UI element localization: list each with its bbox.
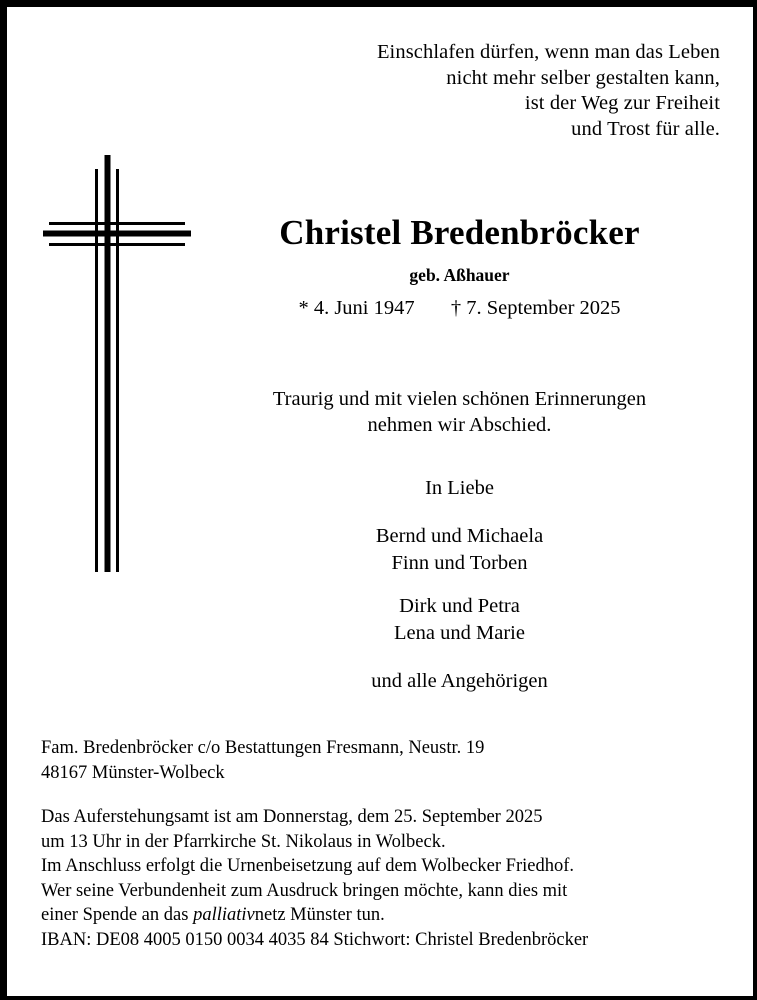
epigraph-verse [207,40,720,142]
mourner-group-1 [197,523,722,577]
donation-organisation-emphasis: palliativ [193,905,255,925]
obituary-notice-card [7,7,753,996]
death-symbol: † [450,297,462,319]
deceased-maiden-name: geb. Aßhauer [409,265,510,285]
service-line-2: um 13 Uhr in der Pfarrkirche St. Nikolaus in Wolbeck. [41,831,446,852]
donation-iban-line: IBAN: DE08 4005 0150 0034 4035 84 Stichwort: Christel Bredenbröcker [41,929,589,950]
farewell-message [197,387,722,438]
farewell-line-1: Traurig und mit vielen schönen Erinnerungen [272,388,647,410]
epigraph-line-1: Einschlafen dürfen, wenn man das Leben [376,41,720,63]
life-dates [197,295,722,321]
mourner-line-1: Bernd und Michaela [375,525,544,547]
deceased-identity [197,212,722,321]
mourner-line-4: Lena und Marie [394,622,525,644]
deceased-name: Christel Bredenbröcker [279,213,640,252]
epigraph-line-2: nicht mehr selber gestalten kann, [446,66,720,89]
service-line-5 [41,903,731,928]
birth-date: 4. Juni 1947 [313,297,415,319]
donation-text-suffix: netz Münster tun. [254,905,385,925]
contact-line-2: 48167 Münster-Wolbeck [41,762,225,783]
mourner-line-2: Finn und Torben [391,552,528,574]
christian-cross-icon [41,147,197,572]
epigraph-line-3: ist der Weg zur Freiheit [524,92,720,114]
farewell-line-2: nehmen wir Abschied. [367,413,552,436]
birth-symbol: * [298,297,309,319]
service-line-3: Im Anschluss erfolgt die Urnenbeisetzung auf dem Wolbecker Friedhof. [41,856,574,876]
mourner-group-2 [197,593,722,647]
contact-line-1: Fam. Bredenbröcker c/o Bestattungen Fresmann, Neustr. 19 [41,738,485,758]
mourners-list [197,523,722,695]
service-details [41,805,731,952]
death-date: 7. September 2025 [466,297,621,319]
mourner-line-3: Dirk und Petra [399,595,520,617]
service-line-1: Das Auferstehungsamt ist am Donnerstag, dem 25. September 2025 [41,807,543,827]
service-line-4: Wer seine Verbundenheit zum Ausdruck bringen möchte, kann dies mit [41,880,568,901]
salutation: In Liebe [425,477,494,499]
epigraph-line-4: und Trost für alle. [571,117,720,140]
contact-address [41,736,731,785]
donation-text-prefix: einer Spende an das [41,905,194,925]
mourners-closing: und alle Angehörigen [371,670,548,692]
